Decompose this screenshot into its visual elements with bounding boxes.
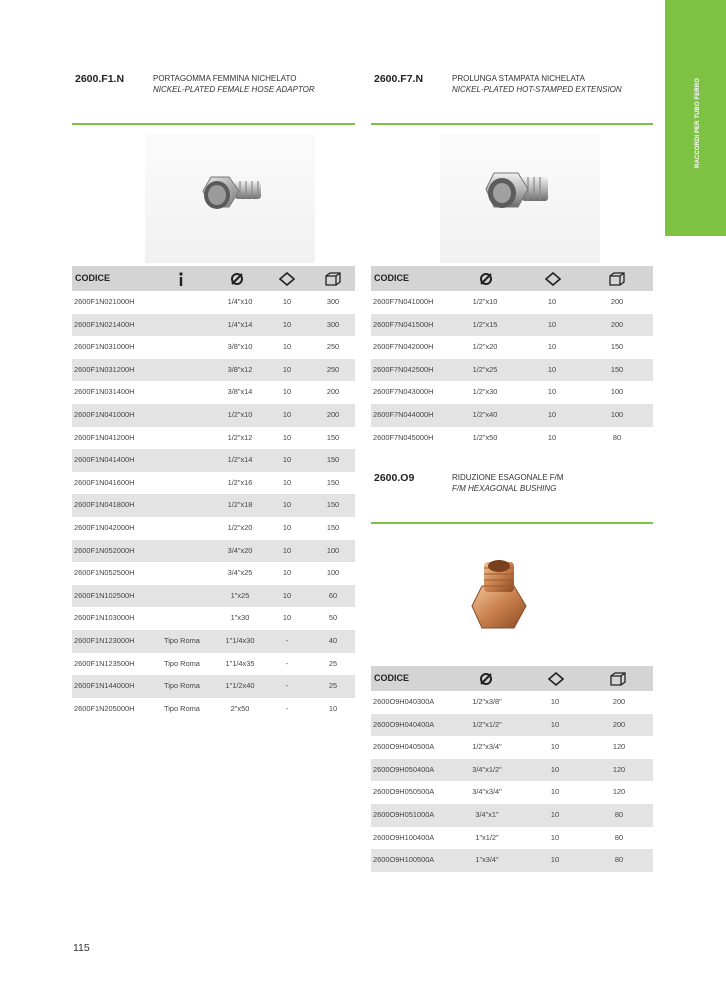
product-table-f1n: [72, 266, 355, 720]
cell-pack: 10: [547, 387, 557, 397]
cell-size: 3/4"x20: [227, 545, 253, 555]
cell-code: 2600O9H100400A: [373, 832, 435, 842]
table-row: [72, 359, 355, 382]
table-row: [371, 781, 653, 804]
cell-box: 10: [328, 703, 338, 713]
table-row: [371, 827, 653, 850]
product-header-o9: [374, 472, 654, 512]
cell-size: 1/2"x3/4": [472, 742, 502, 752]
cell-pack: 10: [282, 545, 292, 555]
cell-code: 2600O9H040400A: [373, 719, 435, 729]
cell-size: 1/4"x10: [227, 297, 253, 306]
table-row: [371, 849, 653, 872]
cell-pack: 10: [282, 297, 292, 306]
cell-note: Tipo Roma: [164, 635, 200, 645]
cell-code: 2600F7N041000H: [373, 297, 434, 306]
table-row: [72, 585, 355, 608]
cell-size: 1/2"x10: [472, 297, 498, 306]
cell-size: 1/4"x14: [227, 319, 253, 329]
cell-box: 100: [326, 545, 340, 555]
cell-code: 2600O9H040500A: [373, 742, 435, 752]
product-table-o9: [371, 666, 653, 872]
cell-pack: 10: [282, 613, 292, 623]
cell-pack: 10: [282, 568, 292, 578]
cell-note: [164, 494, 204, 517]
cell-box: 40: [328, 635, 338, 645]
cell-code: 2600F1N042000H: [74, 522, 135, 532]
cell-size: 1"x30: [230, 613, 250, 623]
cell-note: [164, 336, 204, 359]
cell-box: 300: [326, 319, 340, 329]
section-divider: [72, 123, 355, 125]
table-row: [371, 736, 653, 759]
cell-box: 150: [610, 364, 624, 374]
cell-size: 1/2"x30: [472, 387, 498, 397]
cell-pack: 10: [547, 342, 557, 352]
cell-note: [164, 291, 204, 314]
table-row: [72, 653, 355, 676]
cell-size: 3/8"x10: [227, 342, 253, 352]
section-divider: [371, 522, 653, 524]
box-quantity-icon: [609, 272, 625, 286]
cell-box: 80: [614, 809, 624, 819]
cell-pack: 10: [282, 590, 292, 600]
bushing-image: [450, 548, 560, 648]
cell-box: 25: [328, 658, 338, 668]
cell-pack: 10: [550, 719, 560, 729]
cell-size: 1/2"x50: [472, 432, 498, 442]
cell-box: 200: [610, 319, 624, 329]
cell-size: 1/2"x16: [227, 477, 253, 487]
column-header-code: CODICE: [75, 273, 111, 283]
table-header: [371, 266, 653, 291]
cell-note: [164, 607, 204, 630]
cell-box: 80: [614, 832, 624, 842]
cell-note: [164, 472, 204, 495]
box-quantity-icon: [325, 272, 341, 286]
cell-note: [164, 517, 204, 540]
cell-code: 2600O9H051000A: [373, 809, 435, 819]
cell-size: 3/4"x3/4": [472, 787, 502, 797]
cell-size: 1/2"x10: [227, 409, 253, 419]
table-row: [371, 291, 653, 314]
cell-pack: 10: [282, 500, 292, 510]
cell-box: 150: [610, 342, 624, 352]
table-row: [72, 314, 355, 337]
cell-box: 25: [328, 681, 338, 691]
table-row: [72, 427, 355, 450]
cell-pack: 10: [547, 319, 557, 329]
cell-size: 1"x1/2": [475, 832, 499, 842]
product-table-f7n: [371, 266, 653, 449]
cell-box: 200: [326, 409, 340, 419]
cell-code: 2600F7N045000H: [373, 432, 434, 442]
section-divider: [371, 123, 653, 125]
column-header-code: CODICE: [374, 673, 410, 683]
cell-pack: 10: [550, 764, 560, 774]
cell-pack: 10: [282, 455, 292, 465]
cell-size: 1"1/2x40: [225, 681, 255, 691]
table-header: [72, 266, 355, 291]
cell-pack: 10: [550, 832, 560, 842]
cell-code: 2600F1N021000H: [74, 297, 135, 306]
cell-box: 80: [612, 432, 622, 442]
cell-code: 2600F1N052500H: [74, 568, 135, 578]
cell-code: 2600F1N205000H: [74, 703, 135, 713]
cell-pack: 10: [282, 522, 292, 532]
cell-pack: -: [285, 658, 289, 668]
pack-quantity-icon: [279, 272, 295, 286]
cell-note: [164, 449, 204, 472]
cell-size: 1/2"x1/2": [472, 719, 502, 729]
cell-box: 100: [610, 387, 624, 397]
product-photo-f7n: [440, 133, 600, 263]
cell-size: 3/4"x25: [227, 568, 253, 578]
cell-pack: 10: [282, 387, 292, 397]
product-code: 2600.F1.N: [75, 73, 125, 85]
box-quantity-icon: [610, 672, 626, 686]
cell-note: Tipo Roma: [164, 703, 200, 713]
table-row: [371, 381, 653, 404]
cell-code: 2600F7N041500H: [373, 319, 434, 329]
cell-box: 150: [326, 455, 340, 465]
cell-code: 2600F7N043000H: [373, 387, 434, 397]
cell-box: 200: [610, 297, 624, 306]
diameter-icon: [479, 672, 493, 686]
cell-box: 60: [328, 590, 338, 600]
cell-box: 100: [326, 568, 340, 578]
cell-note: [164, 427, 204, 450]
product-header-f1n: [75, 73, 355, 113]
cell-pack: 10: [550, 742, 560, 752]
product-name-en: NICKEL-PLATED FEMALE HOSE ADAPTOR: [153, 85, 315, 94]
cell-code: 2600F1N123000H: [74, 635, 135, 645]
cell-box: 300: [326, 297, 340, 306]
cell-size: 1"x3/4": [475, 855, 499, 865]
cell-size: 1/2"x18: [227, 500, 253, 510]
cell-code: 2600F1N041200H: [74, 432, 135, 442]
cell-code: 2600F1N123500H: [74, 658, 135, 668]
product-name-en: F/M HEXAGONAL BUSHING: [452, 484, 557, 493]
cell-code: 2600F7N042500H: [373, 364, 434, 374]
cell-size: 3/4"x1": [475, 809, 499, 819]
cell-box: 250: [326, 342, 340, 352]
cell-pack: 10: [282, 409, 292, 419]
table-header: [371, 666, 653, 691]
table-row: [371, 759, 653, 782]
cell-code: 2600F1N031200H: [74, 364, 135, 374]
cell-size: 1/2"x25: [472, 364, 498, 374]
cell-size: 3/8"x14: [227, 387, 253, 397]
cell-code: 2600F1N041400H: [74, 455, 135, 465]
cell-code: 2600F1N031000H: [74, 342, 135, 352]
cell-pack: 10: [282, 319, 292, 329]
cell-pack: 10: [547, 432, 557, 442]
cell-box: 250: [326, 364, 340, 374]
cell-note: [164, 359, 204, 382]
product-name-en: NICKEL-PLATED HOT-STAMPED EXTENSION: [452, 85, 622, 94]
info-icon: [178, 272, 184, 286]
cell-box: 100: [610, 409, 624, 419]
cell-box: 120: [612, 787, 626, 797]
cell-note: Tipo Roma: [164, 658, 200, 668]
cell-code: 2600F1N041000H: [74, 409, 135, 419]
cell-size: 1/2"x20: [227, 522, 253, 532]
cell-code: 2600O9H050400A: [373, 764, 435, 774]
product-photo-o9: [450, 548, 560, 648]
table-row: [72, 404, 355, 427]
table-row: [72, 381, 355, 404]
product-header-f7n: [374, 73, 654, 113]
cell-box: 50: [328, 613, 338, 623]
cell-box: 150: [326, 432, 340, 442]
cell-pack: 10: [547, 297, 557, 306]
cell-note: [164, 314, 204, 337]
cell-box: 150: [326, 477, 340, 487]
cell-pack: 10: [550, 697, 560, 706]
diameter-icon: [230, 272, 244, 286]
cell-box: 120: [612, 742, 626, 752]
cell-box: 200: [612, 719, 626, 729]
hose-adaptor-image: [145, 133, 315, 263]
table-row: [371, 804, 653, 827]
cell-code: 2600F1N041600H: [74, 477, 135, 487]
page-number: 115: [73, 942, 90, 954]
table-row: [72, 449, 355, 472]
extension-image: [440, 133, 600, 263]
cell-code: 2600O9H100500A: [373, 855, 435, 865]
cell-size: 1/2"x15: [472, 319, 498, 329]
table-row: [72, 494, 355, 517]
table-row: [371, 691, 653, 714]
cell-size: 1"x25: [230, 590, 250, 600]
product-code: 2600.F7.N: [374, 73, 424, 85]
cell-code: 2600F1N041800H: [74, 500, 135, 510]
cell-pack: 10: [550, 855, 560, 865]
cell-box: 150: [326, 500, 340, 510]
cell-box: 200: [612, 697, 626, 706]
table-row: [371, 359, 653, 382]
cell-box: 200: [326, 387, 340, 397]
cell-size: 1/2"x20: [472, 342, 498, 352]
cell-pack: 10: [547, 409, 557, 419]
cell-pack: 10: [282, 342, 292, 352]
pack-quantity-icon: [548, 672, 564, 686]
cell-pack: -: [285, 703, 289, 713]
cell-code: 2600F1N144000H: [74, 681, 135, 691]
table-row: [371, 404, 653, 427]
cell-size: 1"1/4x30: [225, 635, 255, 645]
product-name-it: PROLUNGA STAMPATA NICHELATA: [452, 74, 585, 83]
cell-box: 150: [326, 522, 340, 532]
cell-size: 1"1/4x35: [225, 658, 255, 668]
cell-box: 80: [614, 855, 624, 865]
cell-note: [164, 585, 204, 608]
cell-code: 2600O9H050500A: [373, 787, 435, 797]
category-side-tab: [665, 0, 726, 236]
category-label: RACCORDI PER TUBO FERRO: [695, 78, 701, 168]
cell-note: [164, 381, 204, 404]
cell-code: 2600F1N031400H: [74, 387, 135, 397]
cell-code: 2600F7N044000H: [373, 409, 434, 419]
cell-pack: 10: [282, 364, 292, 374]
cell-pack: 10: [550, 787, 560, 797]
table-row: [72, 607, 355, 630]
table-row: [72, 630, 355, 653]
product-name-it: RIDUZIONE ESAGONALE F/M: [452, 473, 564, 482]
product-photo-f1n: [145, 133, 315, 263]
cell-note: [164, 540, 204, 563]
cell-size: 1/2"x12: [227, 432, 253, 442]
cell-code: 2600F1N102500H: [74, 590, 135, 600]
cell-note: [164, 404, 204, 427]
table-row: [72, 698, 355, 721]
table-row: [72, 517, 355, 540]
cell-size: 1/2"x3/8": [472, 697, 502, 706]
cell-box: 120: [612, 764, 626, 774]
cell-code: 2600F1N052000H: [74, 545, 135, 555]
table-row: [72, 562, 355, 585]
pack-quantity-icon: [545, 272, 561, 286]
cell-pack: 10: [282, 432, 292, 442]
cell-code: 2600F1N021400H: [74, 319, 135, 329]
product-name-it: PORTAGOMMA FEMMINA NICHELATO: [153, 74, 297, 83]
cell-pack: 10: [282, 477, 292, 487]
cell-code: 2600F7N042000H: [373, 342, 434, 352]
product-code: 2600.O9: [374, 472, 415, 484]
cell-pack: 10: [547, 364, 557, 374]
cell-size: 1/2"x40: [472, 409, 498, 419]
table-row: [72, 675, 355, 698]
table-row: [72, 540, 355, 563]
column-header-code: CODICE: [374, 273, 410, 283]
table-row: [371, 336, 653, 359]
table-row: [371, 427, 653, 450]
cell-code: 2600F1N103000H: [74, 613, 135, 623]
cell-pack: -: [285, 635, 289, 645]
table-row: [72, 336, 355, 359]
cell-code: 2600O9H040300A: [373, 697, 435, 706]
cell-pack: -: [285, 681, 289, 691]
table-row: [371, 714, 653, 737]
table-row: [72, 291, 355, 314]
diameter-icon: [479, 272, 493, 286]
cell-size: 3/4"x1/2": [472, 764, 502, 774]
table-row: [72, 472, 355, 495]
cell-note: [164, 562, 204, 585]
cell-size: 2"x50: [230, 703, 250, 713]
cell-size: 1/2"x14: [227, 455, 253, 465]
table-row: [371, 314, 653, 337]
cell-note: Tipo Roma: [164, 681, 200, 691]
cell-size: 3/8"x12: [227, 364, 253, 374]
cell-pack: 10: [550, 809, 560, 819]
